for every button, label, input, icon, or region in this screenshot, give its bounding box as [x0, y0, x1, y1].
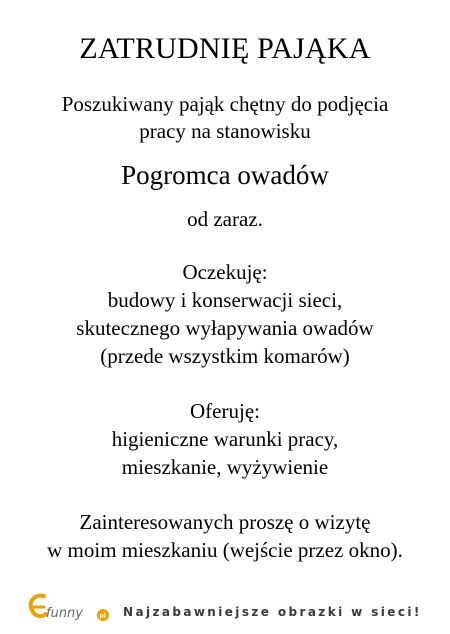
closing-line-2: w moim mieszkaniu (wejście przez okno). [47, 538, 403, 562]
job-position: Pogromca owadów [121, 160, 329, 190]
expect-line-1: budowy i konserwacji sieci, [107, 288, 343, 312]
footer-tagline: Najzabawniejsze obrazki w sieci! [123, 605, 422, 619]
expect-line-2: skutecznego wyłapywania owadów [76, 316, 374, 340]
expect-heading: Oczekuję: [182, 260, 268, 284]
closing-line-1: Zainteresowanych proszę o wizytę [79, 510, 371, 534]
funny-logo[interactable] [20, 588, 120, 628]
offer-line-2: mieszkanie, wyżywienie [121, 455, 329, 479]
start-date: od zaraz. [187, 207, 263, 231]
logo-suffix: pl [99, 612, 106, 620]
offer-line-1: higieniczne warunki pracy, [111, 427, 339, 451]
poster-title: ZATRUDNIĘ PAJĄKA [79, 32, 371, 65]
offer-heading: Oferuję: [190, 399, 260, 423]
intro-line-2: pracy na stanowisku [139, 119, 311, 143]
expect-line-3: (przede wszystkim komarów) [100, 344, 350, 368]
intro-line-1: Poszukiwany pająk chętny do podjęcia [61, 92, 389, 116]
footer-banner [0, 586, 450, 634]
logo-wordmark: funny [46, 606, 83, 621]
